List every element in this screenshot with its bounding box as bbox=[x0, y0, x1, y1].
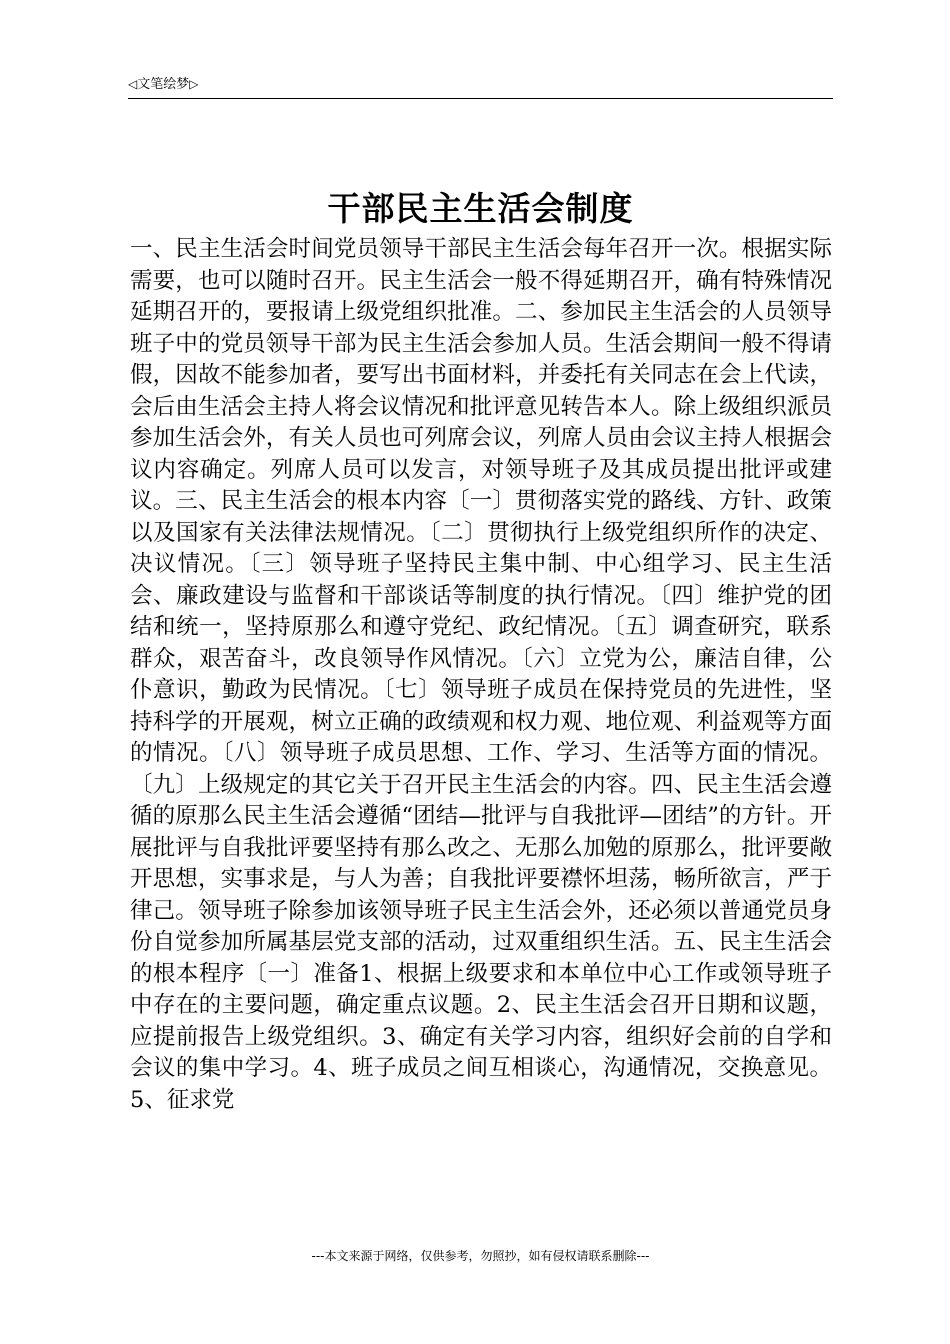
document-title: 干部民主生活会制度 bbox=[327, 189, 634, 228]
triangle-right-icon: ▷ bbox=[189, 77, 199, 91]
footer-notice: ---本文来源于网络，仅供参考，勿照抄，如有侵权请联系删除--- bbox=[311, 1249, 650, 1263]
page-header bbox=[128, 72, 833, 99]
header-label-text: 文笔绘梦 bbox=[137, 77, 190, 92]
header-label bbox=[128, 76, 198, 93]
document-body: 一、民主生活会时间党员领导干部民主生活会每年召开一次。根据实际需要，也可以随时召开。民主生活会一般不得延期召开，确有特殊情况延期召开的，要报请上级党组织批准。二、参加民主生活会的人员领导班子中的党员领导干部为民主生活会参加人员。生活会期间一般不得请假，因故不能参加者，要写出书面材料，并委托有关同志在会上代读，会后由生活会主持人将会议情况和批评意见转告本人。除上级组织派员参加生活会外，有关人员也可列席会议，列席人员由会议主持人根据会议内容确定。列席人员可以发言，对领导班子及其成员提出批评或建议。三、民主生活会的根本内容〔一〕贯彻落实党的路线、方针、政策以及国家有关法律法规情况。〔二〕贯彻执行上级党组织所作的决定、决议情况。〔三〕领导班子坚持民主集中制、中心组学习、民主生活会、廉政建设与监督和干部谈话等制度的执行情况。〔四〕维护党的团结和统一，坚持原那么和遵守党纪、政纪情况。〔五〕调查研究，联系群众，艰苦奋斗，改良领导作风情况。〔六〕立党为公，廉洁自律，公仆意识，勤政为民情况。〔七〕领导班子成员在保持党员的先进性，坚持科学的开展观，树立正确的政绩观和权力观、地位观、利益观等方面的情况。〔八〕领导班子成员思想、工作、学习、生活等方面的情况。〔九〕上级规定的其它关于召开民主生活会的内容。四、民主生活会遵循的原那么民主生活会遵循“团结—批评与自我批评—团结”的方针。开展批评与自我批评要坚持有那么改之、无那么加勉的原那么，批评要敞开思想，实事求是，与人为善；自我批评要襟怀坦荡，畅所欲言，严于律己。领导班子除参加该领导班子民主生活会外，还必须以普通党员身份自觉参加所属基层党支部的活动，过双重组织生活。五、民主生活会的根本程序〔一〕准备1、根据上级要求和本单位中心工作或领导班子中存在的主要问题，确定重点议题。2、民主生活会召开日期和议题，应提前报告上级党组织。3、确定有关学习内容，组织好会前的自学和会议的集中学习。4、班子成员之间互相谈心，沟通情况，交换意见。5、征求党 bbox=[130, 236, 832, 1113]
triangle-left-icon: ◁ bbox=[128, 77, 138, 91]
